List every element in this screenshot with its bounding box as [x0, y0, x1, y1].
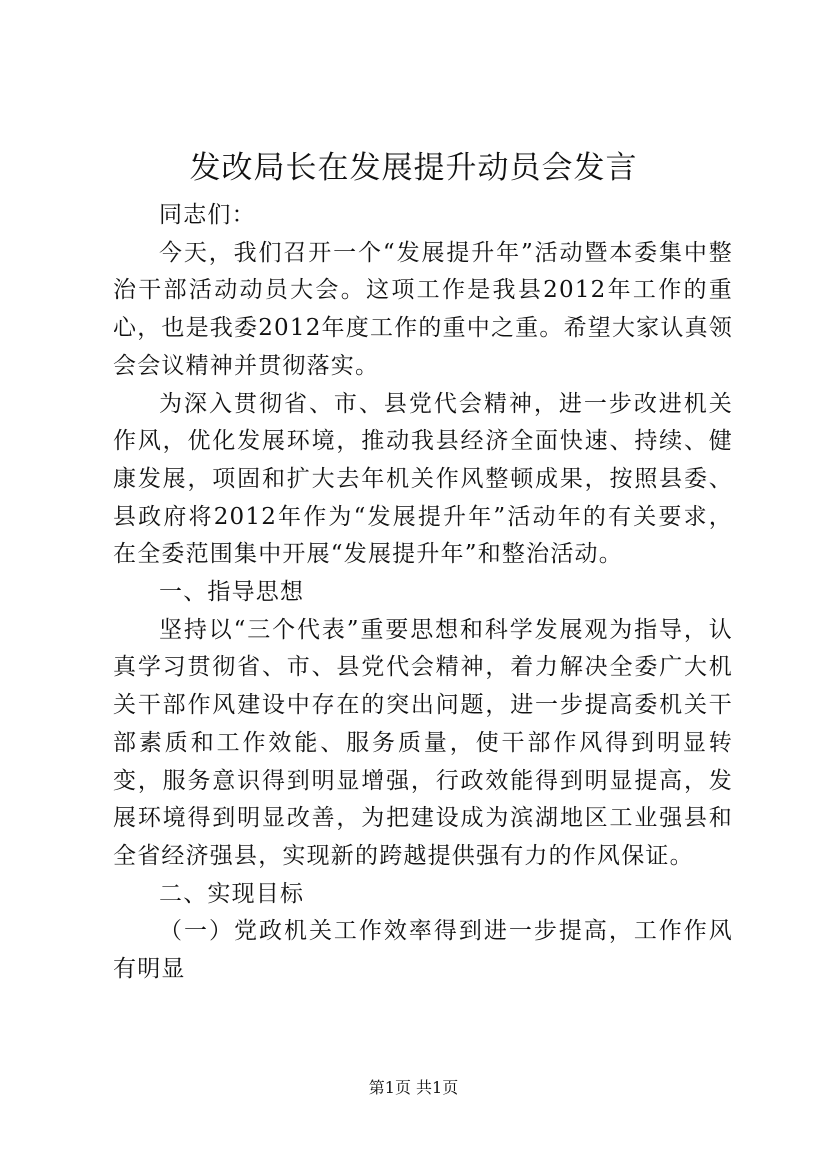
salutation: 同志们： [159, 202, 256, 228]
paragraph-intro: 今天，我们召开一个“发展提升年”活动暨本委集中整治干部活动动员大会。这项工作是我县2012年工作的重心，也是我委2012年度工作的重中之重。希望大家认真领会会议精神并贯彻落实。 [113, 239, 733, 379]
paragraph-guiding-ideology: 坚持以“三个代表”重要思想和科学发展观为指导，认真学习贯彻省、市、县党代会精神，着力解决全委广大机关干部作风建设中存在的突出问题，进一步提高委机关干部素质和工作效能、服务质量，使干部作风得到明显转变，服务意识得到明显增强，行政效能得到明显提高，发展环境得到明显改善，为把建设成为滨湖地区工业强县和全省经济强县，实现新的跨越提供强有力的作风保证。 [113, 616, 733, 869]
paragraph-goal-1: （一）党政机关工作效率得到进一步提高，工作作风有明显 [113, 918, 733, 983]
document-title: 发改局长在发展提升动员会发言 [189, 150, 638, 186]
page-footer: 第1页 共1页 [368, 1078, 459, 1097]
section-heading-goals: 二、实现目标 [159, 880, 305, 907]
document-body [113, 197, 733, 989]
paragraph-purpose: 为深入贯彻省、市、县党代会精神，进一步改进机关作风，优化发展环境，推动我县经济全面快速、持续、健康发展，项固和扩大去年机关作风整顿成果，按照县委、县政府将2012年作为“发展提升年”活动年的有关要求，在全委范围集中开展“发展提升年”和整治活动。 [113, 390, 733, 568]
section-heading-guiding-ideology: 一、指导思想 [159, 579, 305, 606]
